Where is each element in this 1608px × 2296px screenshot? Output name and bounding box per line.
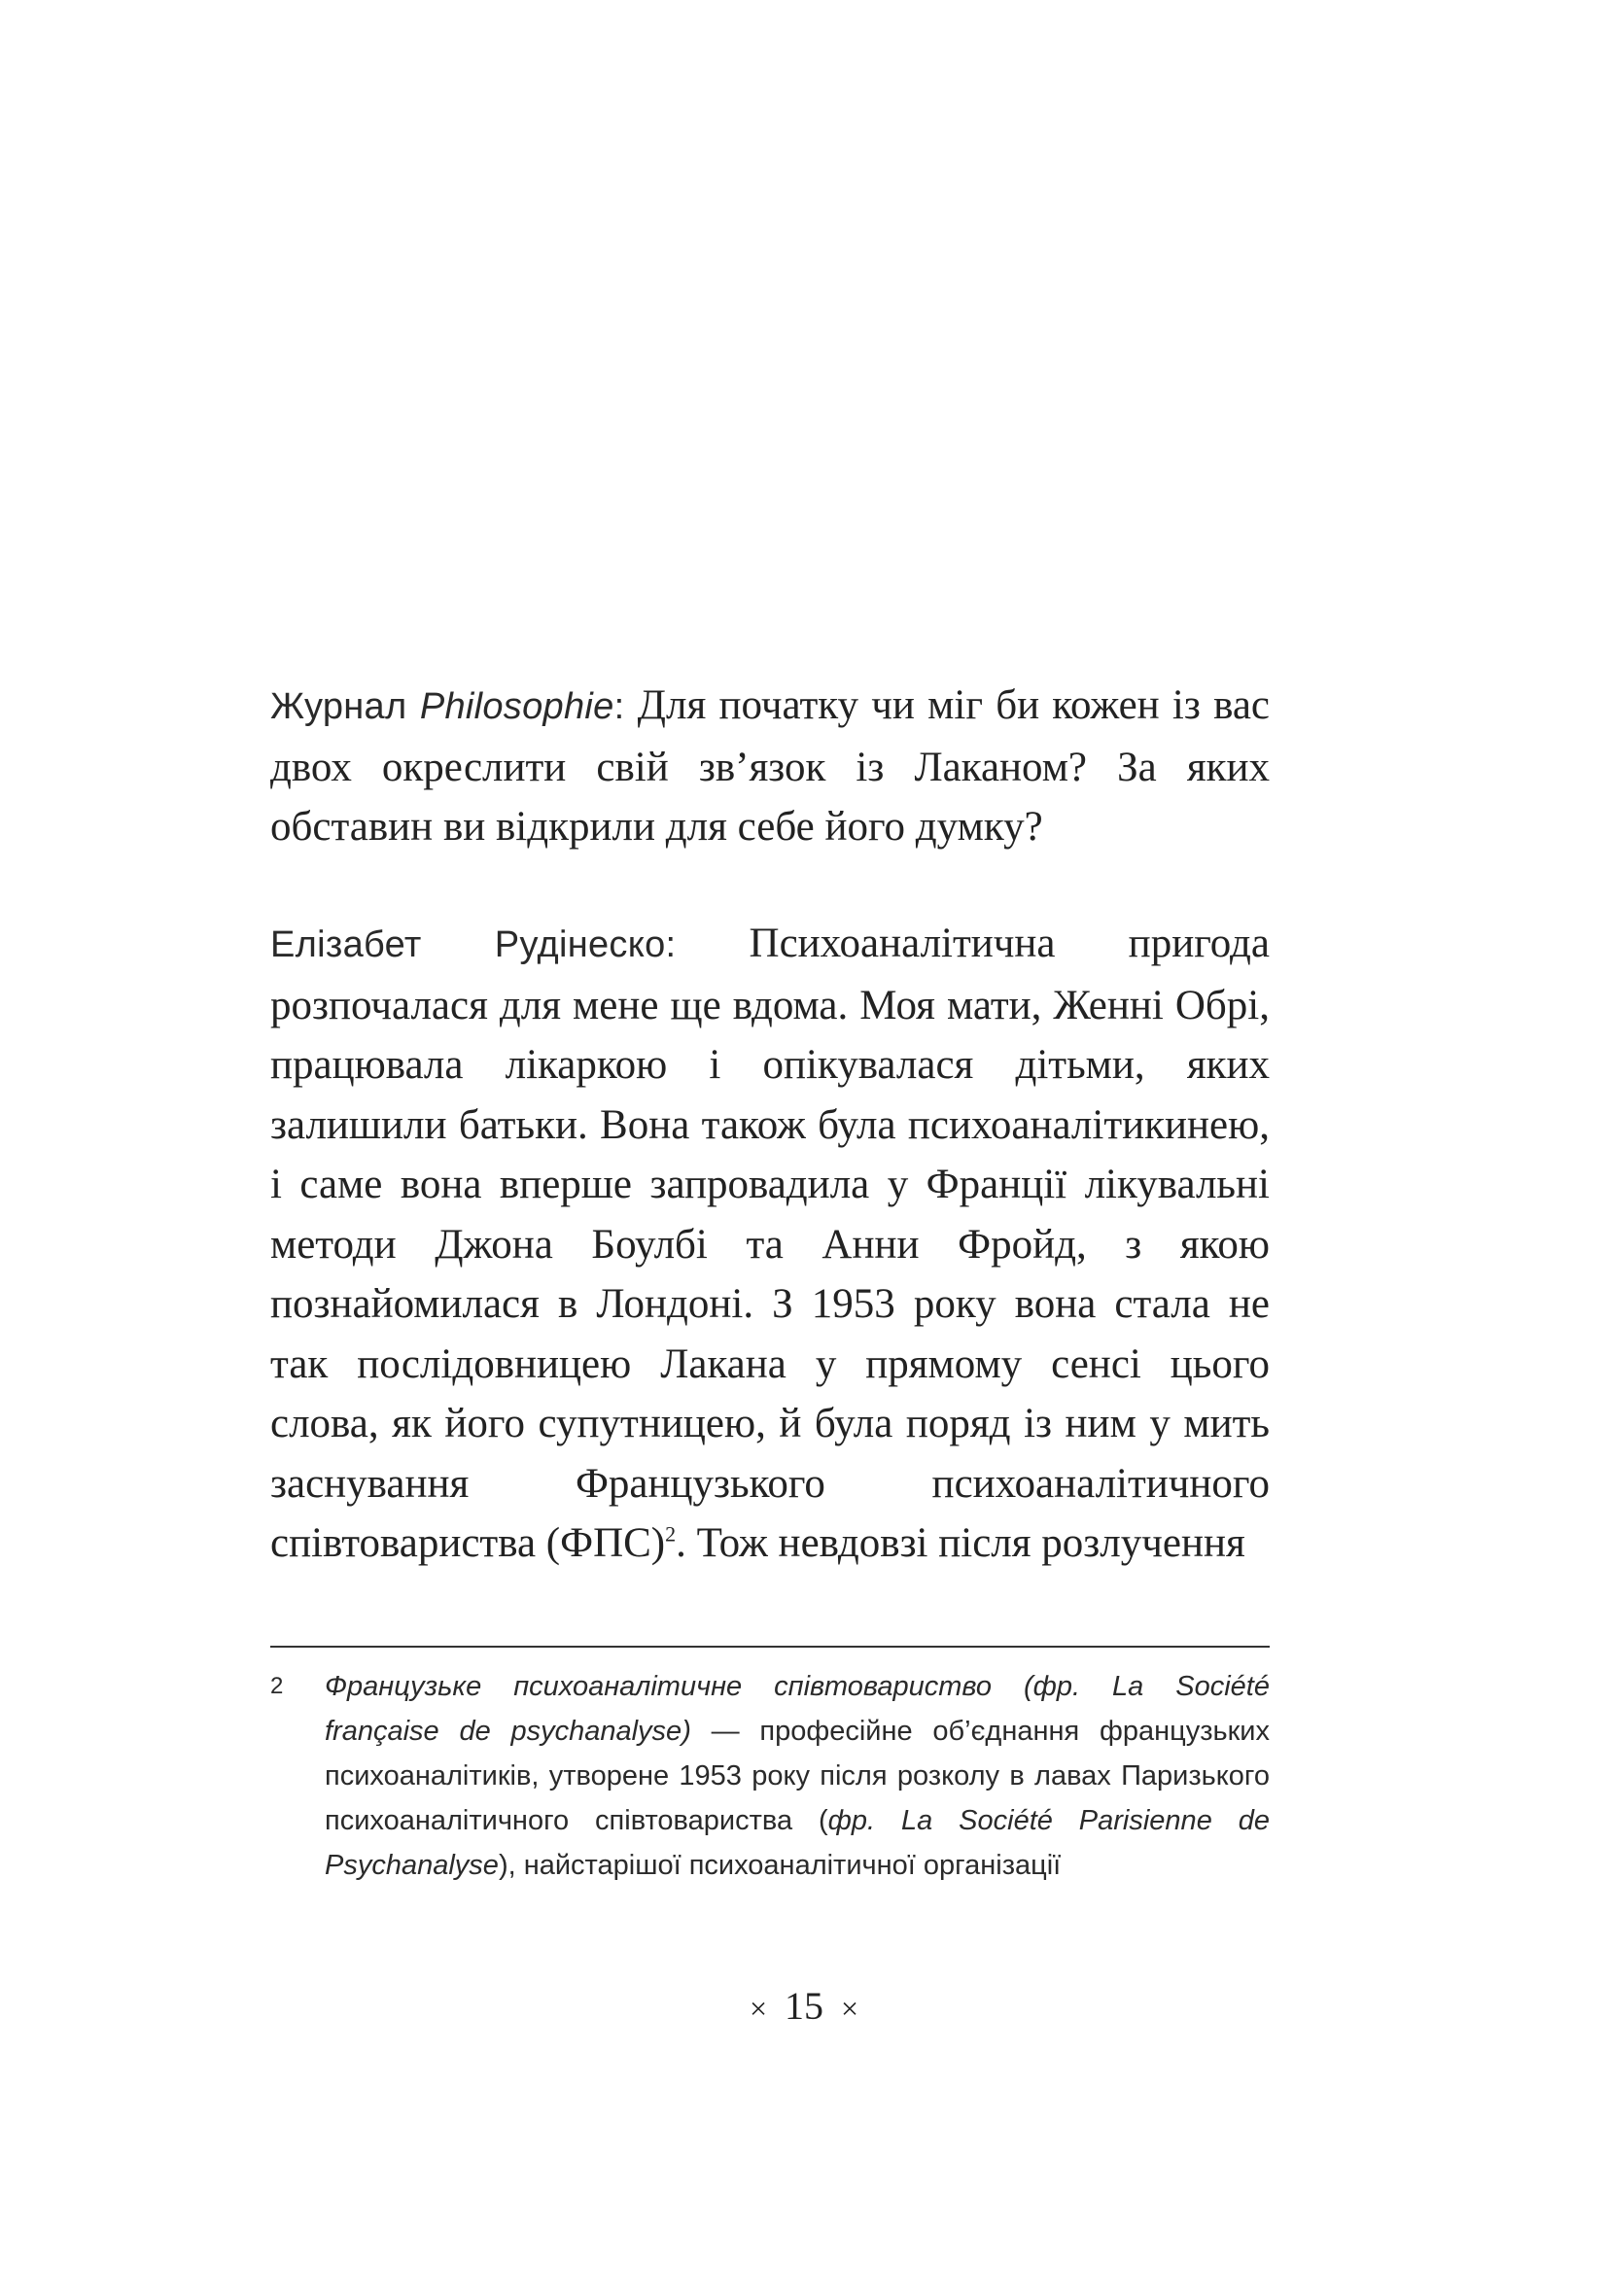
footnote-original-name: фр. La Société Parisienne de Psychanalyse (325, 1805, 1270, 1881)
journal-name: Philosophie (419, 686, 614, 727)
answer-text: Психоаналітична пригода розпочалася для мене ще вдома. Моя мати, Женні Обрі, працювала лікаркою і опікувалася дітьми, яких залишили батьки. Вона також була психоаналітикинею, і саме вона вперше запровадила у Франції лікувальні методи Джона Боулбі та Анни Фройд, з якою познайомилася в Лондоні. З 1953 року вона стала не так послідовницею Лакана у прямому сенсі цього слова, як його супутницею, й була поряд із ним у мить заснування Французького психоаналітичного співтовариства (ФПС) (270, 921, 1270, 1566)
footnote-divider (270, 1646, 1270, 1648)
speaker-label-roudinesco: Елізабет Рудінеско: (270, 924, 677, 965)
page-number (0, 1983, 1608, 2029)
speaker-label-journal (270, 686, 624, 727)
speaker-colon: : (613, 686, 625, 727)
footnote-number: 2 (270, 1673, 284, 1699)
interview-answer (270, 914, 1270, 1574)
page-number-ornament-right: × (841, 1991, 859, 2026)
footnote-term: Французьке психоаналітичне співтовариство (фр. La Société française de psychanalyse) (325, 1671, 1270, 1747)
page-number-ornament-left: × (749, 1991, 767, 2026)
footnote-description-end: ), найстарішої психоаналітичної організації (498, 1850, 1062, 1881)
question-text: Для початку чи міг би кожен із вас двох окреслити свій зв’язок із Лаканом? За яких обставин ви відкрили для себе його думку? (270, 682, 1270, 850)
footnote-description: — професійне об’єднання французьких психоаналітиків, утворене 1953 року після розколу в лавах Паризького психоаналітичного співтовариства ( (325, 1716, 1270, 1836)
footnote-reference[interactable]: 2 (665, 1521, 677, 1547)
interview-question (270, 676, 1270, 857)
speaker-prefix: Журнал (270, 686, 420, 727)
answer-text-continued: . Тож невдовзі після розлучення (676, 1520, 1245, 1566)
footnote (270, 1664, 1270, 1888)
page-number-value: 15 (785, 1984, 823, 2028)
footnote-text (325, 1664, 1270, 1888)
